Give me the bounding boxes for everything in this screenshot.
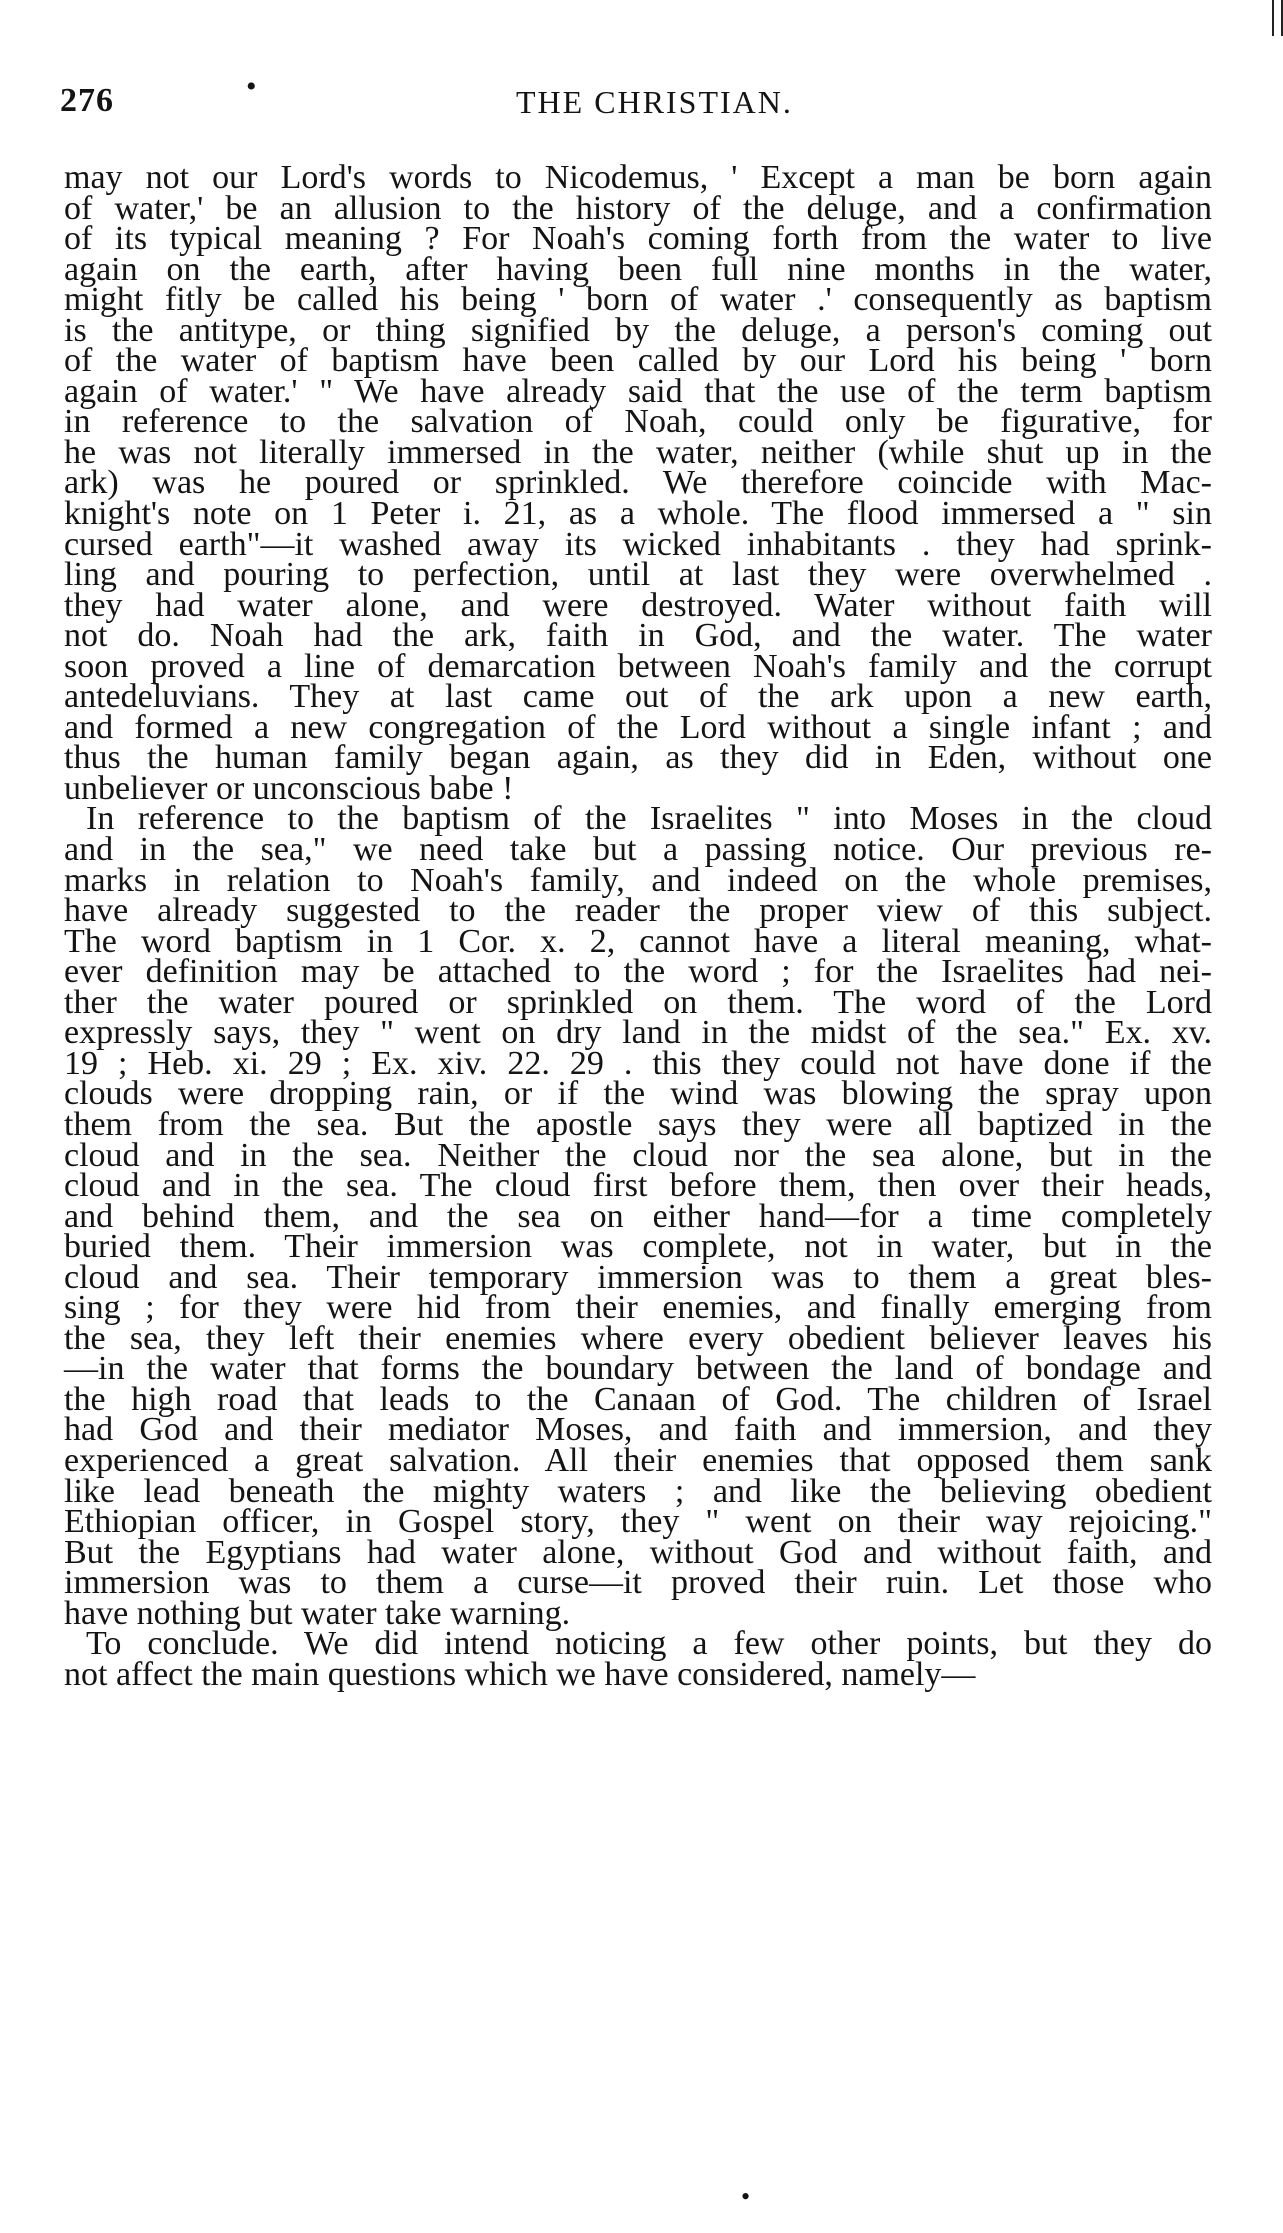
text-line: again on the earth, after having been full nine months in the water, bbox=[64, 250, 1212, 288]
text-line: and behind them, and the sea on either hand—for a time completely bbox=[64, 1197, 1212, 1235]
text-line: may not our Lord's words to Nicodemus, ' Except a man be born again bbox=[64, 159, 1212, 196]
text-line: have nothing but water take warning. bbox=[64, 1594, 571, 1632]
text-line: clouds were dropping rain, or if the wind was blowing the spray upon bbox=[64, 1075, 1212, 1113]
text-line: But the Egyptians had water alone, without God and without faith, and bbox=[64, 1533, 1212, 1571]
text-line: cloud and sea. Their temporary immersion was to them a great bles- bbox=[64, 1258, 1212, 1296]
text-line: sing ; for they were hid from their enemies, and finally emerging from bbox=[64, 1289, 1212, 1327]
text-line: ever definition may be attached to the word ; for the Israelites had nei- bbox=[64, 953, 1212, 991]
text-line: had God and their mediator Moses, and faith and immersion, and they bbox=[64, 1411, 1212, 1449]
body-text bbox=[64, 159, 1212, 1693]
ornament-dot-bottom: • bbox=[741, 2182, 751, 2211]
text-line: unbeliever or unconscious babe ! bbox=[64, 769, 514, 807]
text-line: cloud and in the sea. The cloud first before them, then over their heads, bbox=[64, 1167, 1212, 1205]
text-line: soon proved a line of demarcation between Noah's family and the corrupt bbox=[64, 647, 1212, 685]
text-line: To conclude. We did intend noticing a few other points, but they do bbox=[86, 1625, 1212, 1663]
text-line: might fitly be called his being ' born of water .' consequently as baptism bbox=[64, 281, 1212, 319]
text-line: not do. Noah had the ark, faith in God, and the water. The water bbox=[64, 617, 1212, 655]
text-line: ark) was he poured or sprinkled. We therefore coincide with Mac- bbox=[64, 464, 1212, 502]
text-line: —in the water that forms the boundary between the land of bondage and bbox=[64, 1350, 1212, 1388]
text-line: knight's note on 1 Peter i. 21, as a whole. The flood immersed a " sin bbox=[64, 495, 1212, 533]
running-title: THE CHRISTIAN. bbox=[516, 84, 793, 120]
text-line: again of water.' " We have already said that the use of the term baptism bbox=[64, 372, 1212, 410]
text-line: ther the water poured or sprinkled on them. The word of the Lord bbox=[64, 983, 1212, 1021]
text-line: them from the sea. But the apostle says they were all baptized in the bbox=[64, 1105, 1212, 1143]
text-line: thus the human family began again, as they did in Eden, without one bbox=[64, 739, 1212, 777]
text-line: immersion was to them a curse—it proved their ruin. Let those who bbox=[64, 1564, 1212, 1602]
text-line: ling and pouring to perfection, until at last they were overwhelmed . bbox=[64, 556, 1212, 594]
text-line: In reference to the baptism of the Israelites " into Moses in the cloud bbox=[86, 800, 1212, 838]
page-number: 276 bbox=[60, 82, 114, 119]
text-line: they had water alone, and were destroyed. Water without faith will bbox=[64, 586, 1212, 624]
text-line: The word baptism in 1 Cor. x. 2, cannot have a literal meaning, what- bbox=[64, 922, 1212, 960]
running-head bbox=[60, 70, 1210, 132]
page-edge-mark bbox=[1272, 0, 1283, 36]
text-line: cursed earth"—it washed away its wicked inhabitants . they had sprink- bbox=[64, 525, 1212, 563]
text-line: of its typical meaning ? For Noah's coming forth from the water to live bbox=[64, 220, 1212, 258]
text-line: marks in relation to Noah's family, and indeed on the whole premises, bbox=[64, 861, 1212, 899]
text-line: Ethiopian officer, in Gospel story, they " went on their way rejoicing." bbox=[64, 1503, 1212, 1541]
text-line: not affect the main questions which we have considered, namely— bbox=[64, 1655, 976, 1693]
text-line: antedeluvians. They at last came out of the ark upon a new earth, bbox=[64, 678, 1212, 716]
text-line: the high road that leads to the Canaan of God. The children of Israel bbox=[64, 1380, 1212, 1418]
text-line: experienced a great salvation. All their enemies that opposed them sank bbox=[64, 1441, 1212, 1479]
text-line: in reference to the salvation of Noah, could only be figurative, for bbox=[64, 403, 1212, 441]
text-line: have already suggested to the reader the proper view of this subject. bbox=[64, 892, 1212, 930]
text-line: he was not literally immersed in the water, neither (while shut up in the bbox=[64, 433, 1212, 471]
text-line: is the antitype, or thing signified by the deluge, a person's coming out bbox=[64, 311, 1212, 349]
text-line: of water,' be an allusion to the history of the deluge, and a confirmation bbox=[64, 189, 1212, 227]
text-line: 19 ; Heb. xi. 29 ; Ex. xiv. 22. 29 . this they could not have done if the bbox=[64, 1044, 1212, 1082]
ornament-dot-top: • bbox=[246, 70, 257, 103]
text-line: and in the sea," we need take but a passing notice. Our previous re- bbox=[64, 831, 1212, 869]
text-line: of the water of baptism have been called by our Lord his being ' born bbox=[64, 342, 1212, 380]
text-line: buried them. Their immersion was complete, not in water, but in the bbox=[64, 1228, 1212, 1266]
text-line: expressly says, they " went on dry land in the midst of the sea." Ex. xv. bbox=[64, 1014, 1212, 1052]
text-line: cloud and in the sea. Neither the cloud nor the sea alone, but in the bbox=[64, 1136, 1212, 1174]
text-line: the sea, they left their enemies where every obedient believer leaves his bbox=[64, 1319, 1212, 1357]
text-line: like lead beneath the mighty waters ; and like the believing obedient bbox=[64, 1472, 1212, 1510]
text-line: and formed a new congregation of the Lord without a single infant ; and bbox=[64, 708, 1212, 746]
